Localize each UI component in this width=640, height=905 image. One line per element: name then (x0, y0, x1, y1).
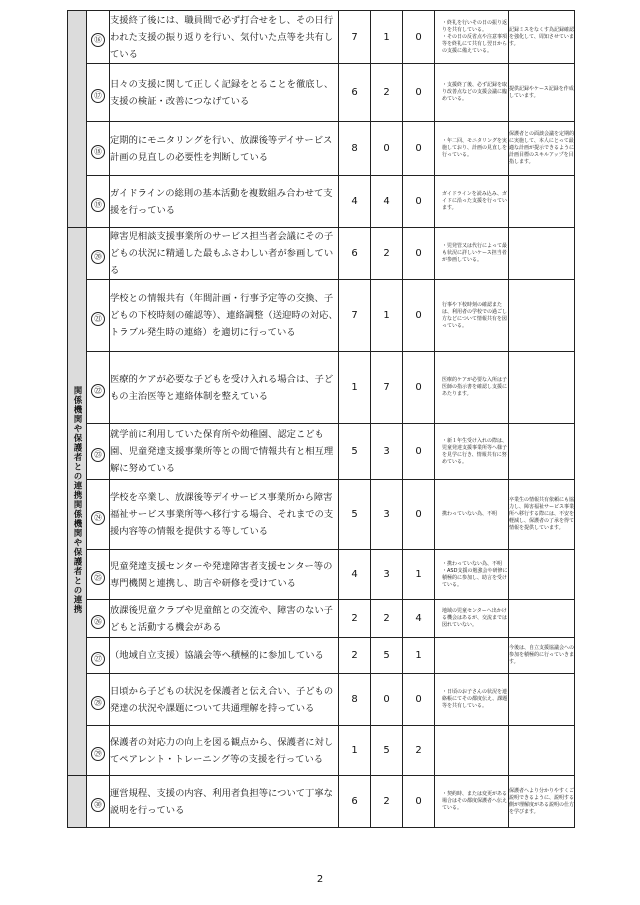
item-number-cell (87, 550, 110, 600)
item-number: ㉗ (91, 652, 105, 666)
item-number: ⑱ (91, 145, 105, 159)
item-description: 児童発達支援センターや発達障害者支援センター等の専門機関と連携し、助言や研修を受けている (110, 550, 339, 600)
note-line: ・日頃のお子さんの状況を連絡帳にてその都度伝え、課題等を共有している。 (442, 689, 508, 709)
count-no: 0 (403, 776, 435, 828)
item-description: 放課後児童クラブや児童館との交流や、障害のない子どもと活動する機会がある (110, 600, 339, 638)
table-row (68, 600, 575, 638)
table-row (68, 550, 575, 600)
table-row (68, 776, 575, 828)
item-description: （地域自立支援）協議会等へ積極的に参加している (110, 638, 339, 674)
count-unsure: 4 (371, 176, 403, 228)
count-yes: 5 (339, 480, 371, 550)
situation-note (435, 776, 509, 828)
count-unsure: 2 (371, 64, 403, 122)
count-no: 0 (403, 228, 435, 280)
item-number: ㉕ (91, 571, 105, 585)
note-line: ・支援終了後、必ず記録を取り改善点などの支援会議に臨めている。 (442, 82, 508, 102)
item-description: 定期的にモニタリングを行い、放課後等デイサービス計画の見直しの必要性を判断している (110, 122, 339, 176)
count-no: 0 (403, 11, 435, 64)
item-number: ㉔ (91, 511, 105, 525)
situation-note (435, 352, 509, 424)
item-description: 日頃から子どもの状況を保護者と伝え合い、子どもの発達の状況や課題について共通理解を持っている (110, 674, 339, 726)
category-cell-liaison (68, 228, 87, 776)
item-description: 日々の支援に関して正しく記録をとることを徹底し、支援の検証・改善につなげている (110, 64, 339, 122)
table-row (68, 64, 575, 122)
note-line: ・契約時、または変更がある場合はその都度保護者へ伝えている。 (442, 791, 508, 811)
item-description: 支援終了後には、職員間で必ず打合せをし、その日行われた支援の振り返りを行い、気付いた点等を共有している (110, 11, 339, 64)
item-description: 就学前に利用していた保育所や幼稚園、認定こども園、児童発達支援事業所等との間で情報共有と相互理解に努めている (110, 424, 339, 480)
item-number-cell (87, 424, 110, 480)
count-unsure: 5 (371, 638, 403, 674)
item-number-cell (87, 64, 110, 122)
note-line: ・年二回、モニタリングを実施しており、計画の見直しを行っている。 (442, 138, 508, 158)
count-yes: 1 (339, 352, 371, 424)
count-no: 0 (403, 424, 435, 480)
note-line: 携わっていない為、不明 (442, 511, 497, 517)
item-number-cell (87, 638, 110, 674)
count-unsure: 3 (371, 480, 403, 550)
item-number-cell (87, 122, 110, 176)
item-number-cell (87, 176, 110, 228)
note-line: ・ASD支援の勉強会や研修に積極的に参加し、助言を受けている。 (442, 567, 508, 588)
count-no: 0 (403, 122, 435, 176)
count-yes: 7 (339, 11, 371, 64)
note-line: 地域の児童センターへ出かける機会はあるが、交流までは図れていない。 (442, 608, 508, 628)
count-unsure: 3 (371, 424, 403, 480)
note-line: ・新１年生受け入れの際は、児童発達支援事業所等へ様子を見学に行き、情報共有に努めている。 (442, 437, 508, 465)
count-no: 0 (403, 674, 435, 726)
count-unsure: 5 (371, 726, 403, 776)
improvement-note (509, 424, 575, 480)
count-no: 0 (403, 352, 435, 424)
improvement-note: 保護者との面談会議を定期的に実施して、本人にとって最適な計画が提示できるように計画目標のスキルアップを目指します。 (509, 122, 575, 176)
table-row (68, 176, 575, 228)
improvement-note: 保護者へより分かりやすくご説明できるように、説明する側が理解度がある説明の仕方を学びます。 (509, 776, 575, 828)
category-cell-bottom (68, 776, 87, 828)
improvement-note (509, 674, 575, 726)
situation-note (435, 176, 509, 228)
count-yes: 6 (339, 776, 371, 828)
item-number: ㉑ (91, 312, 105, 326)
item-number: ⑲ (91, 198, 105, 212)
item-number: ㉖ (91, 615, 105, 629)
note-line: 医療的ケアが必要な入所は子医師の指示書を確認し支援にあたります。 (442, 377, 508, 397)
count-unsure: 1 (371, 280, 403, 352)
item-number: ㉘ (91, 696, 105, 710)
count-yes: 8 (339, 122, 371, 176)
evaluation-table (67, 10, 575, 828)
situation-note (435, 424, 509, 480)
count-no: 0 (403, 64, 435, 122)
count-yes: 4 (339, 176, 371, 228)
category-label: 関係機関や保護者との連携関係機関や保護者との連携 (72, 385, 82, 614)
count-yes: 4 (339, 550, 371, 600)
note-line: ・終礼を行いその日の振り返りを共有している。 (442, 19, 508, 33)
situation-note (435, 550, 509, 600)
situation-note (435, 228, 509, 280)
count-no: 0 (403, 280, 435, 352)
situation-note (435, 638, 509, 674)
situation-note (435, 674, 509, 726)
item-number-cell (87, 280, 110, 352)
count-yes: 6 (339, 64, 371, 122)
count-no: 0 (403, 176, 435, 228)
item-number: ㉚ (91, 798, 105, 812)
note-line: ・その日の反省点や注意事項等を終礼にて共有し翌日からの支援に備えている。 (442, 33, 508, 54)
situation-note (435, 64, 509, 122)
count-unsure: 0 (371, 122, 403, 176)
count-unsure: 7 (371, 352, 403, 424)
item-number-cell (87, 228, 110, 280)
table-row (68, 726, 575, 776)
item-number: ㉓ (91, 448, 105, 462)
table-row (68, 638, 575, 674)
item-number-cell (87, 480, 110, 550)
page-number: 2 (316, 874, 324, 885)
count-no: 4 (403, 600, 435, 638)
item-description: 障害児相談支援事業所のサービス担当者会議にその子どもの状況に精通した最もふさわしい者が参画している (110, 228, 339, 280)
table-row (68, 352, 575, 424)
situation-note (435, 600, 509, 638)
item-number: ㉙ (91, 747, 105, 761)
situation-note (435, 11, 509, 64)
count-no: 0 (403, 480, 435, 550)
item-number-cell (87, 776, 110, 828)
count-unsure: 2 (371, 228, 403, 280)
note-line: ・携わっていない為、不明 (442, 560, 502, 567)
count-no: 1 (403, 638, 435, 674)
item-number-cell (87, 674, 110, 726)
table-row (68, 674, 575, 726)
improvement-note (509, 600, 575, 638)
item-number-cell (87, 11, 110, 64)
item-description: 運営規程、支援の内容、利用者負担等について丁寧な説明を行っている (110, 776, 339, 828)
note-line: 行事や下校時刻の確認または、利用者の学校での過ごし方などについて情報共有を図っている。 (442, 301, 508, 329)
table-row (68, 228, 575, 280)
situation-note (435, 122, 509, 176)
item-description: ガイドラインの総則の基本活動を複数組み合わせて支援を行っている (110, 176, 339, 228)
item-number: ㉒ (91, 384, 105, 398)
improvement-note (509, 176, 575, 228)
improvement-note: 記録ミスをなくす為記録確認を強化して、周知させています。 (509, 11, 575, 64)
improvement-note (509, 550, 575, 600)
item-description: 医療的ケアが必要な子どもを受け入れる場合は、子どもの主治医等と連絡体制を整えている (110, 352, 339, 424)
improvement-note (509, 352, 575, 424)
count-yes: 7 (339, 280, 371, 352)
item-number-cell (87, 726, 110, 776)
item-description: 学校を卒業し、放課後等デイサービス事業所から障害福祉サービス事業所等へ移行する場合、それまでの支援内容等の情報を提供する等している (110, 480, 339, 550)
count-yes: 1 (339, 726, 371, 776)
note-line: ガイドラインを読み込み、ガイドに沿った支援を行っています。 (442, 191, 508, 211)
count-unsure: 3 (371, 550, 403, 600)
improvement-note (509, 726, 575, 776)
count-yes: 2 (339, 638, 371, 674)
item-description: 学校との情報共有（年間計画・行事予定等の交換、子どもの下校時刻の確認等）、連絡調整（送迎時の対応、トラブル発生時の連絡）を適切に行っている (110, 280, 339, 352)
count-yes: 5 (339, 424, 371, 480)
note-line: ・児発管又は代行によって最も状況に詳しいケース担当者が参画している。 (442, 243, 508, 263)
item-description: 保護者の対応力の向上を図る観点から、保護者に対してペアレント・トレーニング等の支援を行っている (110, 726, 339, 776)
improvement-note (509, 280, 575, 352)
count-unsure: 0 (371, 674, 403, 726)
improvement-note: 卒業生の情報共有依頼にも協力し、障害福祉サービス事業所へ移行する際には、不安を軽減し、保護者の了承を得て情報を提供しています。 (509, 480, 575, 550)
table-row (68, 122, 575, 176)
situation-note (435, 280, 509, 352)
situation-note (435, 726, 509, 776)
table-row (68, 280, 575, 352)
count-unsure: 2 (371, 600, 403, 638)
count-no: 1 (403, 550, 435, 600)
count-no: 2 (403, 726, 435, 776)
item-number: ⑳ (91, 250, 105, 264)
count-yes: 2 (339, 600, 371, 638)
count-yes: 8 (339, 674, 371, 726)
count-unsure: 2 (371, 776, 403, 828)
improvement-note: 今後は、自立支援協議会への参加を積極的に行っていきます。 (509, 638, 575, 674)
improvement-note (509, 228, 575, 280)
item-number: ⑰ (91, 89, 105, 103)
item-number-cell (87, 600, 110, 638)
category-cell-top (68, 11, 87, 228)
item-number: ⑯ (91, 33, 105, 47)
table-row (68, 480, 575, 550)
table-row (68, 11, 575, 64)
count-unsure: 1 (371, 11, 403, 64)
situation-note (435, 480, 509, 550)
improvement-note: 提供記録やケース記録を作成しています。 (509, 64, 575, 122)
table-row (68, 424, 575, 480)
count-yes: 6 (339, 228, 371, 280)
item-number-cell (87, 352, 110, 424)
